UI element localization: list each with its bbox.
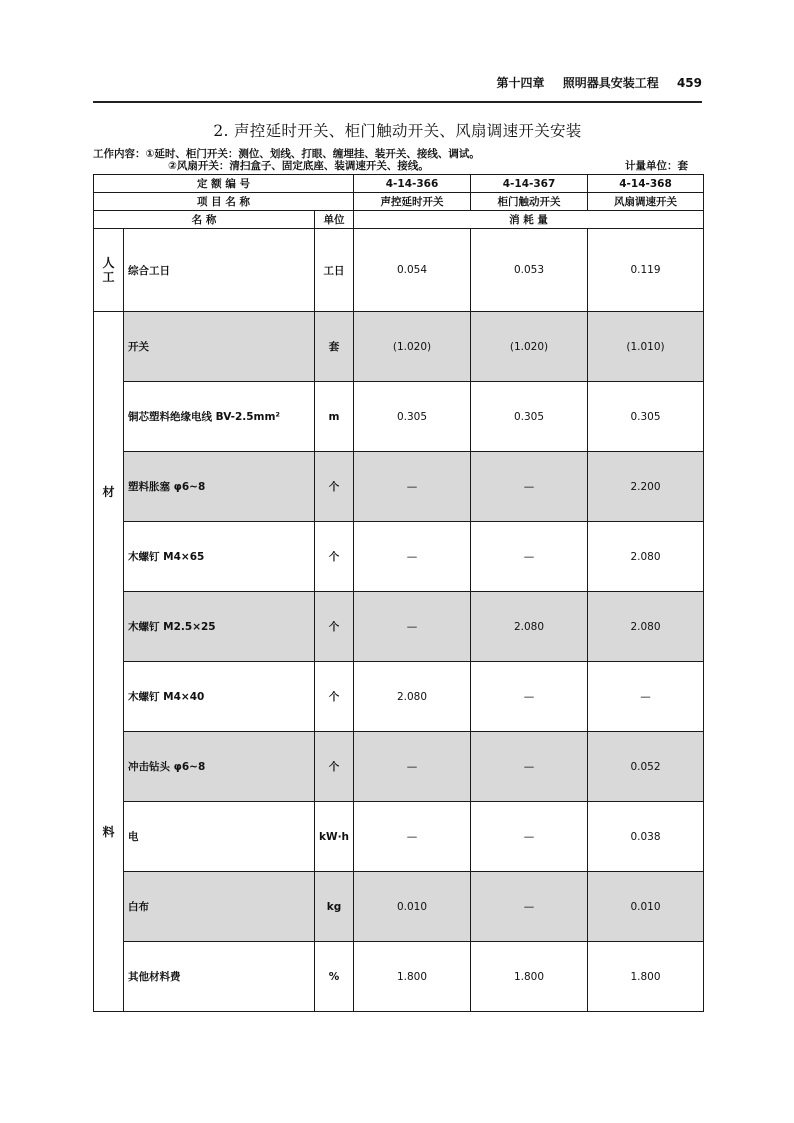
material-value: 2.200 [588, 452, 704, 522]
material-value: — [471, 732, 588, 802]
material-value: 0.305 [354, 382, 471, 452]
material-value: 0.010 [588, 872, 704, 942]
item-name-row [94, 193, 704, 211]
consumption-column-header: 消 耗 量 [354, 211, 704, 229]
material-value: 1.800 [588, 942, 704, 1012]
material-value: — [354, 592, 471, 662]
material-unit: 个 [315, 662, 354, 732]
material-row [94, 942, 704, 1012]
material-unit: 个 [315, 522, 354, 592]
material-value: 1.800 [471, 942, 588, 1012]
name-column-header: 名 称 [94, 211, 315, 229]
material-value: 0.305 [588, 382, 704, 452]
material-category-top: 材 [102, 484, 115, 499]
material-name: 铜芯塑料绝缘电线 BV-2.5mm² [124, 382, 315, 452]
material-row [94, 592, 704, 662]
code-cell: 4-14-366 [354, 175, 471, 193]
material-unit: kW·h [315, 802, 354, 872]
code-cell: 4-14-368 [588, 175, 704, 193]
material-value: 0.010 [354, 872, 471, 942]
work-content-line2: ②风扇开关：清扫盒子、固定底座、装调速开关、接线。 [168, 160, 429, 172]
material-value: — [354, 802, 471, 872]
material-value: — [354, 452, 471, 522]
material-value: 1.800 [354, 942, 471, 1012]
work-content [93, 148, 702, 172]
material-value: (1.020) [471, 312, 588, 382]
material-value: (1.020) [354, 312, 471, 382]
labor-category: 人工 [94, 229, 124, 312]
code-cell: 4-14-367 [471, 175, 588, 193]
material-value: — [354, 732, 471, 802]
column-header-row [94, 211, 704, 229]
material-name: 冲击钻头 φ6~8 [124, 732, 315, 802]
material-category-bottom: 料 [102, 824, 115, 839]
quota-table [93, 174, 704, 1012]
work-content-line1: 工作内容：①延时、柜门开关：测位、划线、打眼、缠埋挂、装开关、接线、调试。 [93, 148, 480, 160]
item-cell: 柜门触动开关 [471, 193, 588, 211]
labor-value: 0.119 [588, 229, 704, 312]
quota-code-row [94, 175, 704, 193]
material-value: (1.010) [588, 312, 704, 382]
material-row [94, 732, 704, 802]
material-value: 2.080 [354, 662, 471, 732]
material-unit: 个 [315, 452, 354, 522]
material-row [94, 662, 704, 732]
chapter-number: 第十四章 [496, 76, 545, 90]
material-unit: % [315, 942, 354, 1012]
material-row [94, 522, 704, 592]
material-row [94, 872, 704, 942]
chapter-heading [483, 74, 702, 91]
header-rule [93, 101, 702, 103]
page-number: 459 [676, 76, 702, 90]
material-name: 木螺钉 M2.5×25 [124, 592, 315, 662]
material-row [94, 802, 704, 872]
material-unit: 套 [315, 312, 354, 382]
item-cell: 风扇调速开关 [588, 193, 704, 211]
material-unit: m [315, 382, 354, 452]
labor-row [94, 229, 704, 312]
unit-column-header: 单位 [315, 211, 354, 229]
labor-value: 0.053 [471, 229, 588, 312]
material-value: 0.305 [471, 382, 588, 452]
material-name: 木螺钉 M4×40 [124, 662, 315, 732]
material-name: 白布 [124, 872, 315, 942]
material-value: 2.080 [471, 592, 588, 662]
material-name: 开关 [124, 312, 315, 382]
measure-unit: 计量单位：套 [625, 160, 688, 172]
material-name: 其他材料费 [124, 942, 315, 1012]
page-header [93, 74, 702, 94]
material-value: 0.052 [588, 732, 704, 802]
labor-value: 0.054 [354, 229, 471, 312]
material-value: 2.080 [588, 592, 704, 662]
material-value: 2.080 [588, 522, 704, 592]
material-category [94, 312, 124, 1012]
labor-unit: 工日 [315, 229, 354, 312]
material-row [94, 312, 704, 382]
material-row [94, 382, 704, 452]
material-value: — [471, 802, 588, 872]
material-value: — [471, 522, 588, 592]
quota-no-label: 定 额 编 号 [94, 175, 354, 193]
section-title: 2. 声控延时开关、柜门触动开关、风扇调速开关安装 [213, 122, 582, 140]
chapter-title: 照明器具安装工程 [562, 76, 659, 90]
material-value: — [588, 662, 704, 732]
material-value: — [354, 522, 471, 592]
material-name: 电 [124, 802, 315, 872]
material-value: — [471, 452, 588, 522]
labor-name: 综合工日 [124, 229, 315, 312]
material-name: 木螺钉 M4×65 [124, 522, 315, 592]
material-unit: 个 [315, 592, 354, 662]
material-value: — [471, 662, 588, 732]
material-row [94, 452, 704, 522]
item-cell: 声控延时开关 [354, 193, 471, 211]
material-unit: kg [315, 872, 354, 942]
material-value: — [471, 872, 588, 942]
material-name: 塑料胀塞 φ6~8 [124, 452, 315, 522]
material-value: 0.038 [588, 802, 704, 872]
item-label: 项 目 名 称 [94, 193, 354, 211]
material-unit: 个 [315, 732, 354, 802]
